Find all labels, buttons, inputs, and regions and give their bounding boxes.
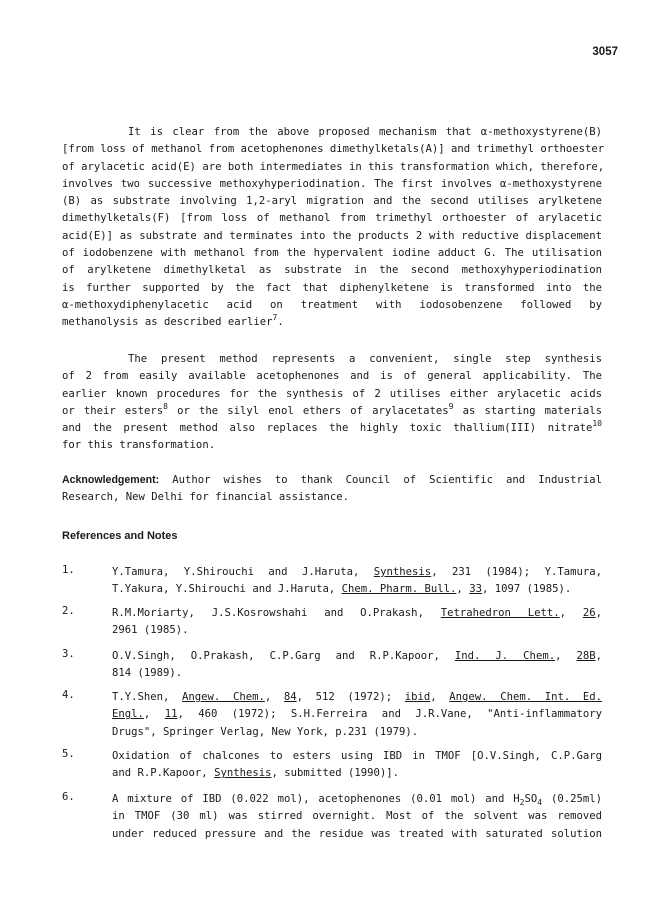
text-segment: , bbox=[430, 691, 450, 703]
text-line bbox=[112, 689, 602, 706]
volume-number: 11 bbox=[164, 708, 178, 721]
text-segment: , bbox=[595, 650, 602, 662]
acknowledgement bbox=[62, 472, 602, 507]
reference-text bbox=[112, 791, 602, 843]
subscript: 2 bbox=[519, 798, 525, 807]
text-segment: or the silyl enol ethers of arylacetates bbox=[167, 404, 449, 417]
text-segment: (0.25ml) bbox=[542, 793, 602, 805]
journal-name: Ind. J. Chem. bbox=[454, 650, 556, 662]
text-line bbox=[112, 706, 602, 723]
text-line: earlier known procedures for the synthesis of 2 utilises either arylacetic acids bbox=[62, 387, 602, 400]
text-line bbox=[62, 420, 602, 437]
text-segment: or their esters bbox=[62, 404, 164, 417]
volume-number: 33 bbox=[469, 583, 482, 596]
text-segment: . bbox=[277, 316, 284, 329]
text-segment: , 512 (1972); bbox=[296, 691, 405, 703]
text-line: involves two successive methoxyhyperiodination. The first involves α-methoxystyrene bbox=[62, 177, 602, 190]
journal-name: ibid bbox=[404, 691, 431, 703]
journal-name: Tetrahedron Lett. bbox=[440, 607, 560, 619]
volume-number: 26 bbox=[582, 607, 596, 619]
text-line: (B) as substrate involving 1,2-aryl migration and the second utilises arylketene bbox=[62, 195, 602, 208]
text-segment: methanolysis as described earlier bbox=[62, 316, 273, 329]
citation-superscript: 8 bbox=[163, 401, 168, 411]
text-segment: , bbox=[264, 691, 284, 703]
reference-number: 2. bbox=[62, 605, 75, 617]
text-segment: , bbox=[595, 607, 602, 619]
text-segment: SO bbox=[524, 793, 538, 805]
text-segment: A mixture of IBD (0.022 mol), acetophenones (0.01 mol) and H bbox=[112, 793, 520, 805]
reference-text bbox=[112, 648, 602, 683]
text-line bbox=[112, 765, 602, 782]
text-line: [from loss of methanol from acetophenones dimethylketals(A)] and trimethyl orthoester bbox=[62, 143, 605, 156]
text-segment: Author wishes to thank Council of Scientific and Industrial bbox=[159, 474, 602, 486]
reference-number: 4. bbox=[62, 689, 75, 701]
citation-superscript: 7 bbox=[272, 313, 278, 323]
text-segment: , bbox=[559, 607, 583, 619]
reference-number: 3. bbox=[62, 648, 75, 660]
reference-text bbox=[112, 605, 602, 640]
acknowledgement-label: Acknowledgement: bbox=[62, 474, 160, 486]
journal-name: Engl. bbox=[112, 708, 144, 721]
volume-number: 28B bbox=[576, 650, 596, 662]
text-line: α-methoxydiphenylacetic acid on treatment with iodosobenzene followed by bbox=[62, 298, 602, 311]
text-segment: , 460 (1972); S.H.Ferreira and J.R.Vane, "Anti-inflammatory bbox=[177, 708, 602, 721]
text-segment: T.Yakura, Y.Shirouchi and J.Haruta, bbox=[112, 583, 342, 596]
citation-superscript: 9 bbox=[448, 401, 454, 411]
text-segment: R.M.Moriarty, J.S.Kosrowshahi and O.Prakash, bbox=[112, 607, 441, 619]
text-line bbox=[112, 581, 602, 598]
text-line: of arylketene dimethylketal as substrate in the second methoxyhyperiodination bbox=[62, 264, 602, 277]
text-line bbox=[62, 314, 602, 331]
reference-number: 6. bbox=[62, 791, 75, 803]
page-number: 3057 bbox=[592, 46, 618, 58]
references-heading: References and Notes bbox=[62, 530, 178, 542]
text-line: Drugs", Springer Verlag, New York, p.231 (1979). bbox=[112, 725, 419, 738]
journal-name: Synthesis bbox=[214, 767, 272, 780]
text-line: dimethylketals(F) [from loss of methanol from trimethyl orthoester of arylacetic bbox=[62, 212, 602, 225]
reference-text bbox=[112, 564, 602, 599]
text-line: Oxidation of chalcones to esters using IBD in TMOF [O.V.Singh, C.P.Garg bbox=[112, 750, 602, 762]
paragraph-present-method bbox=[62, 351, 602, 455]
text-segment: O.V.Singh, O.Prakash, C.P.Garg and R.P.Kapoor, bbox=[112, 650, 455, 662]
journal-name: Angew. Chem. Int. Ed. bbox=[449, 691, 603, 703]
reference-number: 1. bbox=[62, 564, 75, 576]
text-line: in TMOF (30 ml) was stirred overnight. Most of the solvent was removed bbox=[112, 810, 602, 823]
text-segment: , bbox=[456, 583, 470, 596]
text-segment: , 1097 (1985). bbox=[481, 583, 572, 596]
text-line: of 2 from easily available acetophenones and is of general applicability. The bbox=[62, 370, 602, 383]
subscript: 4 bbox=[537, 798, 543, 807]
citation-superscript: 10 bbox=[592, 419, 602, 429]
text-segment: and the present method also replaces the highly toxic thallium(III) nitrate bbox=[62, 422, 593, 435]
text-segment: , bbox=[143, 708, 165, 721]
text-segment: as starting materials bbox=[453, 404, 602, 417]
text-line: acid(E)] as substrate and terminates into the products 2 with reductive displacement bbox=[62, 229, 602, 242]
reference-text bbox=[112, 748, 602, 783]
text-segment: , submitted (1990)]. bbox=[271, 767, 400, 780]
reference-number: 5. bbox=[62, 748, 75, 760]
text-line bbox=[62, 403, 602, 420]
journal-name: Synthesis bbox=[373, 566, 432, 578]
text-segment: Y.Tamura, Y.Shirouchi and J.Haruta, bbox=[112, 566, 374, 578]
text-line: Research, New Delhi for financial assistance. bbox=[62, 491, 350, 504]
paragraph-mechanism bbox=[62, 124, 605, 332]
text-line: 814 (1989). bbox=[112, 667, 183, 680]
text-segment: , 231 (1984); Y.Tamura, bbox=[431, 566, 603, 578]
text-segment: T.Y.Shen, bbox=[112, 691, 183, 703]
reference-text bbox=[112, 689, 602, 741]
journal-name: Angew. Chem. bbox=[182, 691, 265, 703]
text-line bbox=[112, 564, 602, 581]
text-segment: , bbox=[555, 650, 577, 662]
text-segment: and R.P.Kapoor, bbox=[112, 767, 215, 780]
text-line: It is clear from the above proposed mechanism that α-methoxystyrene(B) bbox=[128, 126, 602, 138]
text-line: The present method represents a convenient, single step synthesis bbox=[128, 353, 602, 365]
text-line: under reduced pressure and the residue was treated with saturated solution bbox=[112, 827, 602, 840]
text-line: of arylacetic acid(E) are both intermediates in this transformation which, therefore, bbox=[62, 160, 605, 173]
text-line: of iodobenzene with methanol from the hypervalent iodine adduct G. The utilisation bbox=[62, 247, 602, 260]
text-line bbox=[112, 791, 602, 808]
text-line: is further supported by the fact that diphenylketene is transformed into the bbox=[62, 281, 602, 294]
text-line: 2961 (1985). bbox=[112, 624, 189, 637]
text-line bbox=[62, 472, 602, 489]
text-line bbox=[112, 605, 602, 622]
volume-number: 84 bbox=[283, 691, 297, 703]
journal-name: Chem. Pharm. Bull. bbox=[341, 583, 457, 596]
text-line bbox=[112, 648, 602, 665]
text-line: for this transformation. bbox=[62, 439, 216, 452]
